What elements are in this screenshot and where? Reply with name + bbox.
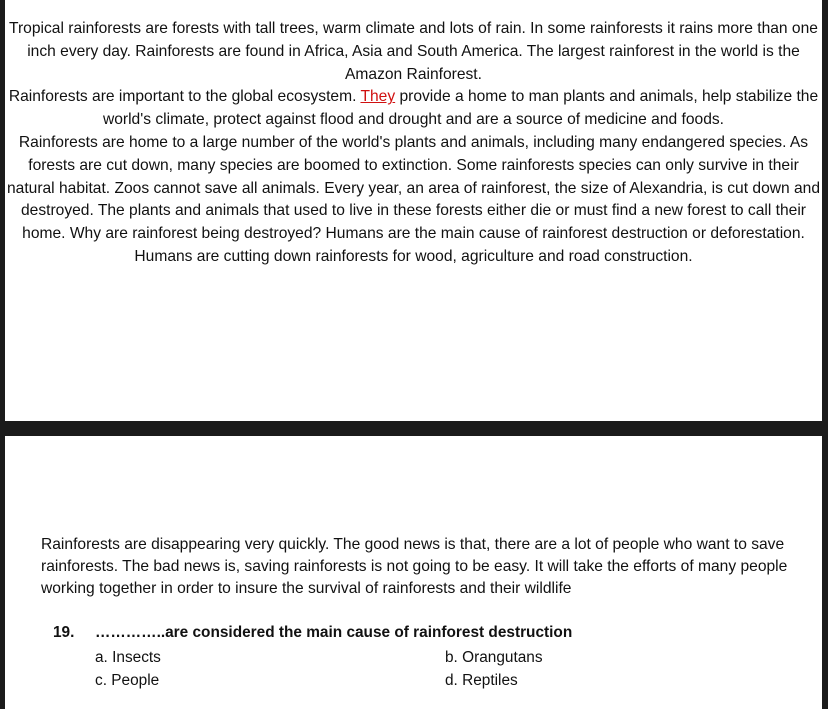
options-row-1 [95,646,795,669]
page-bottom [5,436,822,709]
option-d[interactable]: d. Reptiles [445,672,518,689]
option-b[interactable]: b. Orangutans [445,649,543,666]
question-19 [53,624,793,642]
answer-options [95,646,795,692]
option-c[interactable]: c. People [95,672,160,689]
paragraph-2 [5,86,822,132]
paragraph-2-end: provide a home to man plants and animals, help stabilize the world's climate, protect against flood and drought and are a source of medicine and foods. [102,88,819,129]
option-a[interactable]: a. Insects [95,649,161,666]
passage-top [5,18,822,269]
paragraph-4: Rainforests are disappearing very quickly. The good news is that, there are a lot of people who want to save rainforests. The bad news is, saving rainforests is not going to be easy. It will take the efforts of many people working together in order to insure the survival of rainforests and their wildlife [41,536,788,598]
paragraph-2-start: Rainforests are important to the global ecosystem. [8,88,361,106]
highlighted-word: They [360,88,396,106]
question-text: …………..are considered the main cause of rainforest destruction [95,624,573,641]
paragraph-1: Tropical rainforests are forests with tall trees, warm climate and lots of rain. In some rainforests it rains more than one inch every day. Rainforests are found in Africa, Asia and South America. The largest rainforest in the world is the Amazon Rainforest. [9,20,818,83]
paragraph-3: Rainforests are home to a large number of the world's plants and animals, including many endangered species. As forests are cut down, many species are boomed to extinction. Some rainforests species can only survive in their natural habitat. Zoos cannot save all animals. Every year, an area of rainforest, the size of Alexandria, is cut down and destroyed. The plants and animals that used to live in these forests either die or must find a new forest to call their home. Why are rainforest being destroyed? Humans are the main cause of rainforest destruction or deforestation. Humans are cutting down rainforests for wood, agriculture and road construction. [6,133,821,265]
question-number: 19. [53,624,75,641]
options-row-2 [95,669,795,692]
page-top [5,0,822,421]
